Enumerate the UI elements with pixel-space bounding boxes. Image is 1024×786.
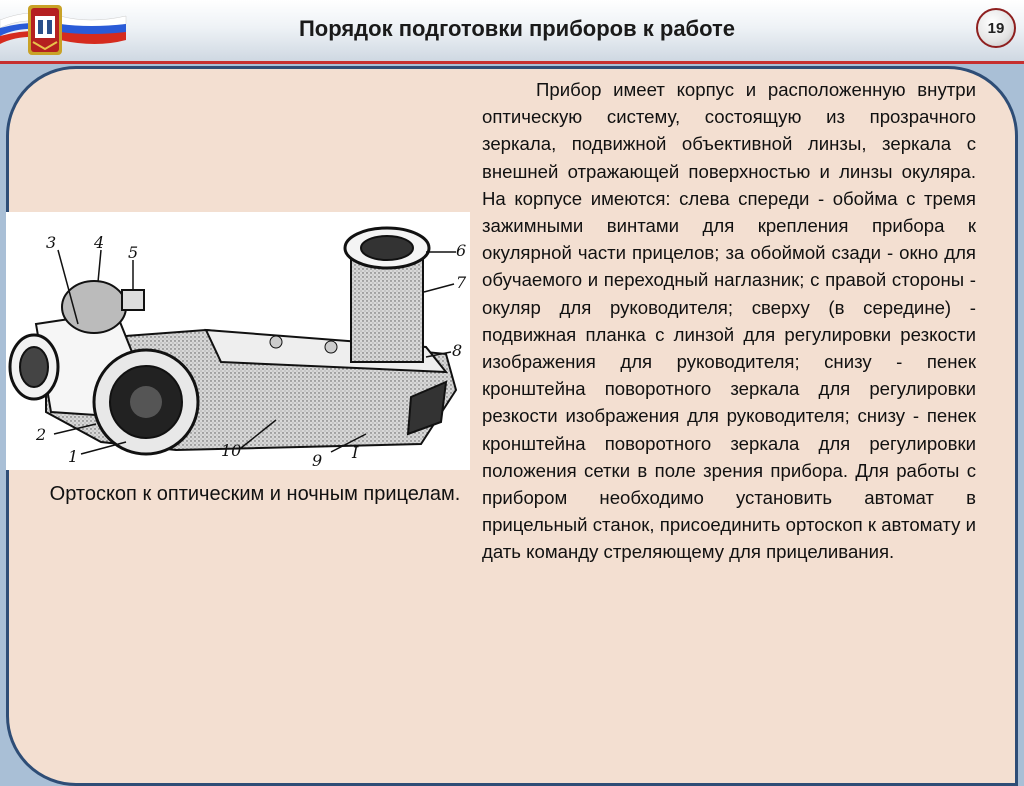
flag-emblem-icon <box>0 2 130 60</box>
callout-5: 5 <box>128 243 139 262</box>
ortoscope-figure <box>6 212 470 470</box>
emblem-with-flag <box>0 2 130 60</box>
callout-2: 2 <box>36 425 47 444</box>
callout-7: 7 <box>456 273 467 292</box>
ortoscope-drawing-icon <box>6 212 470 470</box>
callout-4: 4 <box>94 233 105 252</box>
callout-9: 9 <box>312 451 323 470</box>
slide-title: Порядок подготовки приборов к работе <box>298 16 736 41</box>
page-number-badge: 19 <box>976 8 1016 48</box>
figure-caption: Ортоскоп к оптическим и ночным прицелам. <box>49 483 461 505</box>
description-text: Прибор имеет корпус и расположенную внутри оптическую систему, состоящую из прозрачного зеркала, подвижной объективной линзы, зеркала с внешней отражающей поверхностью и линзы окуляра. На корпусе имеются: слева спереди - обойма с тремя зажимными винтами для крепления прибора к окулярной части прицелов; за обоймой сзади - окно для обучаемого и переходный наглазник; с правой стороны - окуляр для руководителя; сверху (в середине) - подвижная планка с линзой для регулировки резкости изображения для руководителя; снизу - пенек кронштейна поворотного зеркала для регулировки резкости изображения для руководителя; снизу - пенек кронштейна поворотного зеркала для регулировки положения сетки в поле зрения прибора. Для работы с прибором необходимо установить автомат в прицельный станок, присоединить ортоскоп к автомату и дать команду стреляющему для прицеливания. <box>482 79 976 563</box>
callout-3: 3 <box>46 233 57 252</box>
callout-10: 10 <box>221 441 242 460</box>
callout-8: 8 <box>452 341 463 360</box>
callout-I: I <box>352 443 359 462</box>
callout-1: 1 <box>68 447 79 466</box>
callout-6: 6 <box>456 241 467 260</box>
slide-header <box>0 0 1024 64</box>
